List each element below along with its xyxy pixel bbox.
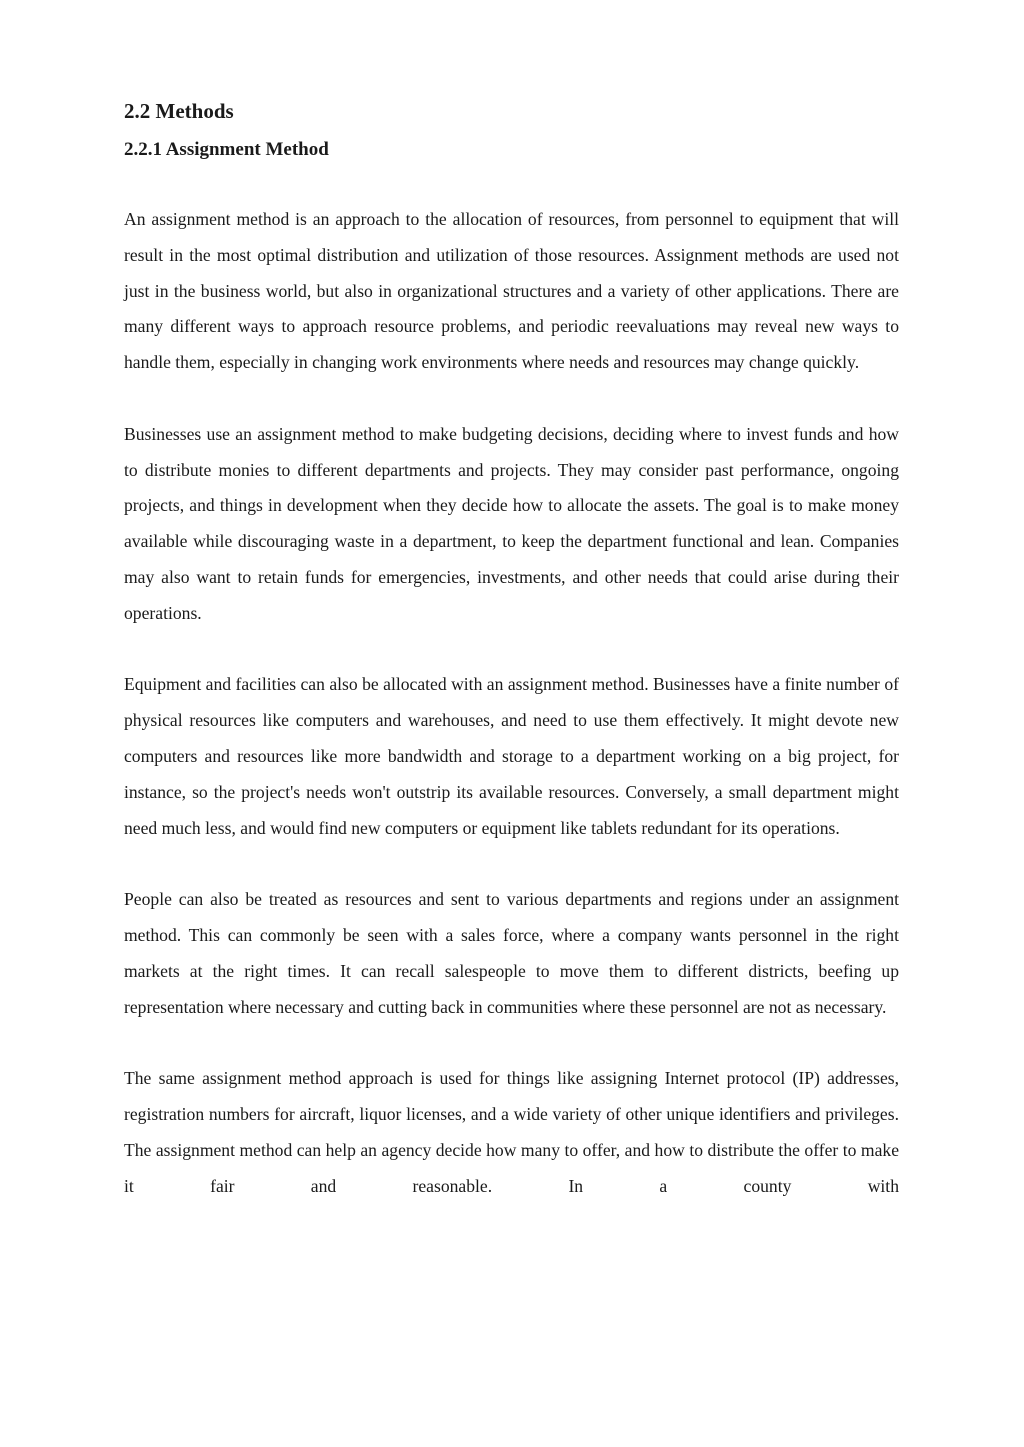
document-body: [124, 202, 899, 1204]
paragraph-4: People can also be treated as resources and sent to various departments and regions under an assignment method. This can commonly be seen with a sales force, where a company wants personnel in the right markets at the right times. It can recall salespeople to move them to different districts, beefing up representation where necessary and cutting back in communities where these personnel are not as necessary.: [124, 889, 899, 1017]
paragraph-2: Businesses use an assignment method to make budgeting decisions, deciding where to invest funds and how to distribute monies to different departments and projects. They may consider past performance, ongoing projects, and things in development when they decide how to allocate the assets. The goal is to make money available while discouraging waste in a department, to keep the department functional and lean. Companies may also want to retain funds for emergencies, investments, and other needs that could arise during their operations.: [124, 423, 899, 623]
document-page: [124, 94, 899, 1240]
subsection-heading: 2.2.1 Assignment Method: [124, 139, 329, 160]
paragraph-5: The same assignment method approach is used for things like assigning Internet protocol (IP) addresses, registration numbers for aircraft, liquor licenses, and a wide variety of other unique identifiers and privileges. The assignment method can help an agency decide how many to offer, and how to distribute the offer to make it fair and reasonable. In a county with: [124, 1068, 899, 1196]
section-heading: 2.2 Methods: [124, 99, 234, 123]
paragraph-1: An assignment method is an approach to the allocation of resources, from personnel to equipment that will result in the most optimal distribution and utilization of those resources. Assignment methods are used not just in the business world, but also in organizational structures and a variety of other applications. There are many different ways to approach resource problems, and periodic reevaluations may reveal new ways to handle them, especially in changing work environments where needs and resources may change quickly.: [124, 209, 899, 373]
paragraph-3: Equipment and facilities can also be allocated with an assignment method. Businesses have a finite number of physical resources like computers and warehouses, and need to use them effectively. It might devote new computers and resources like more bandwidth and storage to a department working on a big project, for instance, so the project's needs won't outstrip its available resources. Conversely, a small department might need much less, and would find new computers or equipment like tablets redundant for its operations.: [124, 674, 899, 838]
